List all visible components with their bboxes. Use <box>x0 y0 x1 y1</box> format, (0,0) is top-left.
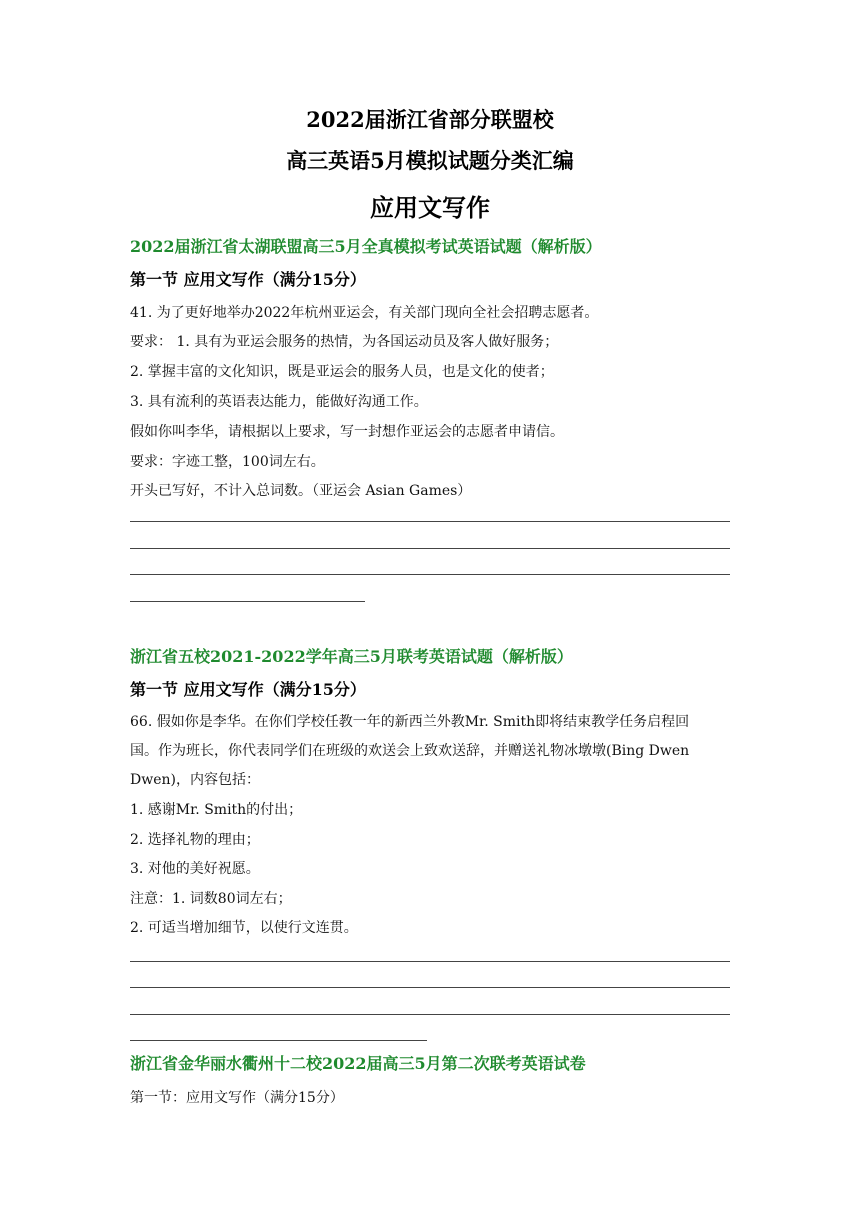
section-1-source: 2022届浙江省太湖联盟高三5月全真模拟考试英语试题（解析版） <box>130 237 602 256</box>
answer-line <box>130 1040 427 1041</box>
answer-line <box>130 548 730 549</box>
section-2-line: Dwen)，内容包括： <box>130 772 260 788</box>
doc-title-line1: 2022届浙江省部分联盟校 <box>306 107 554 132</box>
answer-line <box>130 601 365 602</box>
answer-line <box>130 987 730 988</box>
doc-title-line3: 应用文写作 <box>370 193 490 222</box>
answer-line <box>130 1014 730 1015</box>
answer-line <box>130 961 730 962</box>
section-1-line: 要求： 1. 具有为亚运会服务的热情，为各国运动员及客人做好服务； <box>130 334 559 350</box>
section-2-heading: 第一节 应用文写作（满分15分） <box>130 680 366 699</box>
answer-line <box>130 574 730 575</box>
section-1-line: 要求：字迹工整，100词左右。 <box>130 454 325 470</box>
section-1-line: 41. 为了更好地举办2022年杭州亚运会，有关部门现向全社会招聘志愿者。 <box>130 305 599 321</box>
section-2-line: 注意：1. 词数80词左右； <box>130 891 292 907</box>
doc-title-line2: 高三英语5月模拟试题分类汇编 <box>286 148 574 173</box>
section-2-line: 国。作为班长，你代表同学们在班级的欢送会上致欢送辞，并赠送礼物冰墩墩(Bing Dwen <box>130 743 690 759</box>
answer-line <box>130 521 730 522</box>
section-3-heading: 第一节：应用文写作（满分15分） <box>130 1090 344 1106</box>
section-2-line: 3. 对他的美好祝愿。 <box>130 861 260 877</box>
section-2-line: 1. 感谢Mr. Smith的付出； <box>130 802 303 818</box>
section-3-source: 浙江省金华丽水衢州十二校2022届高三5月第二次联考英语试卷 <box>130 1054 586 1073</box>
section-1-line: 3. 具有流利的英语表达能力，能做好沟通工作。 <box>130 394 428 410</box>
section-2-line: 66. 假如你是李华。在你们学校任教一年的新西兰外教Mr. Smith即将结束教学任务启程回 <box>130 714 690 730</box>
section-1-line: 假如你叫李华，请根据以上要求，写一封想作亚运会的志愿者申请信。 <box>130 424 564 440</box>
section-2-source: 浙江省五校2021-2022学年高三5月联考英语试题（解析版） <box>130 647 573 666</box>
section-1-heading: 第一节 应用文写作（满分15分） <box>130 270 366 289</box>
section-1-line: 开头已写好，不计入总词数。（亚运会 Asian Games） <box>130 483 472 499</box>
section-2-line: 2. 选择礼物的理由； <box>130 832 260 848</box>
section-1-line: 2. 掌握丰富的文化知识，既是亚运会的服务人员，也是文化的使者； <box>130 364 554 380</box>
section-2-line: 2. 可适当增加细节，以使行文连贯。 <box>130 920 358 936</box>
